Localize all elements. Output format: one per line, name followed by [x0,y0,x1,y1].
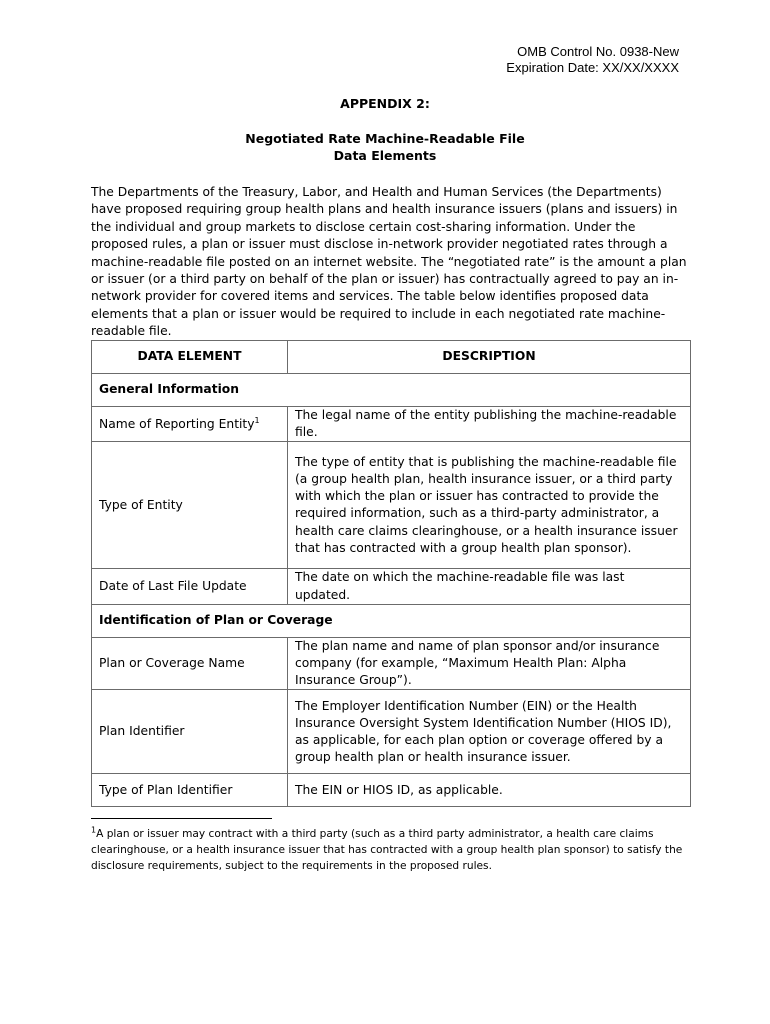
document-title: Negotiated Rate Machine-Readable File [245,131,525,146]
data-element-cell: Type of Entity [92,442,288,569]
data-element-cell: Date of Last File Update [92,569,288,604]
data-element-cell: Plan or Coverage Name [92,637,288,690]
column-header-data-element: DATA ELEMENT [92,341,288,374]
description-cell: The legal name of the entity publishing the machine-readable file. [288,407,691,442]
description-cell: The Employer Identification Number (EIN) or the Health Insurance Oversight System Identification Number (HIOS ID), as applicable, for each plan option or coverage offered by a group health plan or health insurance issuer. [288,690,691,774]
section-row-plan [92,604,691,637]
document-subtitle: Data Elements [333,148,437,163]
table-row [92,774,691,807]
section-heading-general-information: General Information [92,374,691,407]
description-cell: The EIN or HIOS ID, as applicable. [288,774,691,807]
description-cell: The type of entity that is publishing the machine-readable file (a group health plan, health insurance issuer, or a third party with which the plan or issuer has contracted to provide the required information, such as a third-party administrator, a health care claims clearinghouse, or a health insurance issuer that has contracted with a group health plan sponsor). [288,442,691,569]
section-heading-identification-of-plan: Identification of Plan or Coverage [92,604,691,637]
data-elements-table [91,340,691,807]
omb-control-number: OMB Control No. 0938-New [517,44,679,59]
footnote [91,826,691,875]
footnote-separator [91,818,272,819]
footnote-reference: 1 [254,415,260,425]
omb-header [506,44,679,76]
table-row [92,407,691,442]
description-cell: The date on which the machine-readable file was last updated. [288,569,691,604]
footnote-text: A plan or issuer may contract with a third party (such as a third party administrator, a health care claims clearinghouse, or a health insurance issuer that has contracted with a group health plan sponsor) to satisfy the disclosure requirements, subject to the requirements in the proposed rules. [91,828,683,873]
table-row [92,569,691,604]
appendix-title: APPENDIX 2: [340,96,430,111]
intro-paragraph: The Departments of the Treasury, Labor, and Health and Human Services (the Departments) have proposed requiring group health plans and health insurance issuers (plans and issuers) in the individual and group markets to disclose certain cost-sharing information. Under the proposed rules, a plan or issuer must disclose in-network provider negotiated rates through a machine-readable file posted on an internet website. The “negotiated rate” is the amount a plan or issuer (or a third party on behalf of the plan or issuer) has contractually agreed to pay an in-network provider for covered items and services. The table below identifies proposed data elements that a plan or issuer would be required to include in each negotiated rate machine-readable file. [91,185,687,339]
table-header-row [92,341,691,374]
table-row [92,690,691,774]
expiration-date: Expiration Date: XX/XX/XXXX [506,60,679,75]
column-header-description: DESCRIPTION [288,341,691,374]
section-row-general [92,374,691,407]
table-row [92,442,691,569]
footnote-marker: 1 [91,825,97,835]
description-cell: The plan name and name of plan sponsor and/or insurance company (for example, “Maximum Health Plan: Alpha Insurance Group”). [288,637,691,690]
data-element-cell: Plan Identifier [92,690,288,774]
data-element-name: Name of Reporting Entity [99,416,255,431]
table-row [92,637,691,690]
data-element-cell [92,407,288,442]
data-element-cell: Type of Plan Identifier [92,774,288,807]
